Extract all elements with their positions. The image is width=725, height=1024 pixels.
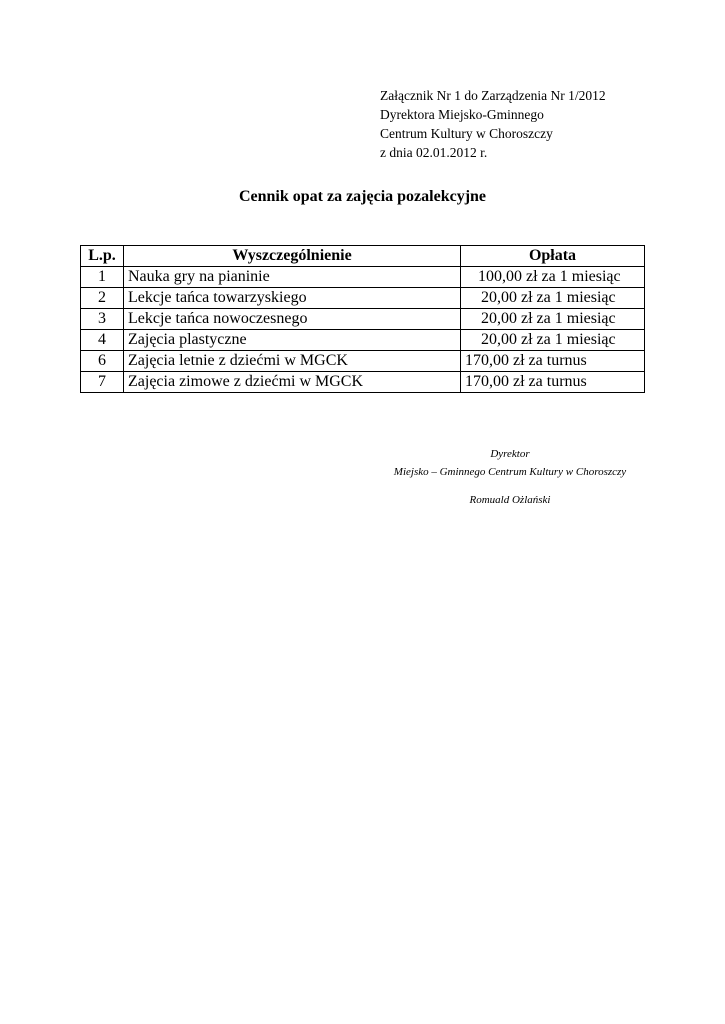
cell-lp: 3	[81, 309, 124, 330]
cell-fee: 170,00 zł za turnus	[461, 351, 645, 372]
attachment-note-line: Centrum Kultury w Choroszczy	[380, 126, 553, 141]
signature-role: Dyrektor	[490, 448, 530, 460]
attachment-note-line: Załącznik Nr 1 do Zarządzenia Nr 1/2012	[380, 88, 606, 103]
table-row	[81, 288, 645, 309]
cell-lp: 6	[81, 351, 124, 372]
cell-lp: 2	[81, 288, 124, 309]
column-header-lp: L.p.	[81, 246, 124, 267]
signature-block	[370, 445, 650, 509]
cell-description: Zajęcia plastyczne	[124, 330, 461, 351]
attachment-note-line: z dnia 02.01.2012 r.	[380, 145, 488, 160]
cell-lp: 4	[81, 330, 124, 351]
cell-lp: 1	[81, 267, 124, 288]
document-title: Cennik opat za zajęcia pozalekcyjne	[238, 188, 487, 205]
attachment-note-line: Dyrektora Miejsko-Gminnego	[380, 107, 544, 122]
table-row	[81, 351, 645, 372]
cell-description: Lekcje tańca nowoczesnego	[124, 309, 461, 330]
cell-fee: 170,00 zł za turnus	[461, 372, 645, 393]
signature-institution: Miejsko – Gminnego Centrum Kultury w Choroszczy	[393, 466, 627, 478]
cell-description: Nauka gry na pianinie	[124, 267, 461, 288]
cell-description: Lekcje tańca towarzyskiego	[124, 288, 461, 309]
cell-fee: 100,00 zł za 1 miesiąc	[461, 267, 645, 288]
cell-fee: 20,00 zł za 1 miesiąc	[461, 288, 645, 309]
table-row	[81, 309, 645, 330]
column-header-fee: Opłata	[461, 246, 645, 267]
cell-lp: 7	[81, 372, 124, 393]
attachment-note	[380, 86, 606, 162]
cell-description: Zajęcia zimowe z dziećmi w MGCK	[124, 372, 461, 393]
cell-fee: 20,00 zł za 1 miesiąc	[461, 330, 645, 351]
table-header-row	[81, 246, 645, 267]
table-row	[81, 330, 645, 351]
cell-fee: 20,00 zł za 1 miesiąc	[461, 309, 645, 330]
pricing-table	[80, 245, 645, 393]
column-header-description: Wyszczególnienie	[124, 246, 461, 267]
table-row	[81, 267, 645, 288]
signature-name: Romuald Ożlański	[469, 494, 551, 506]
cell-description: Zajęcia letnie z dziećmi w MGCK	[124, 351, 461, 372]
table-row	[81, 372, 645, 393]
